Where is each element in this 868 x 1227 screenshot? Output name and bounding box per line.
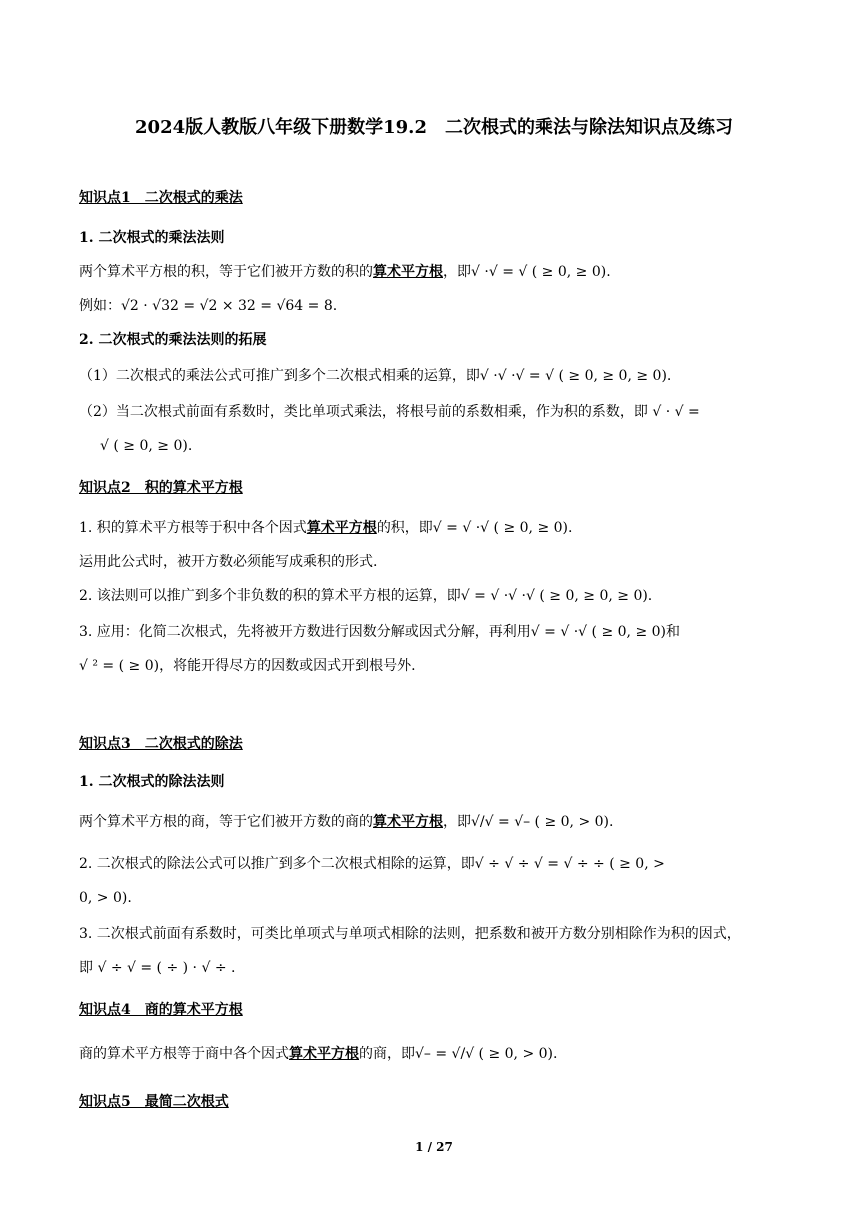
paragraph-extension-2-cont: √ ( ≥ 0, ≥ 0). <box>100 438 193 454</box>
subheading-division-rule: 1. 二次根式的除法法则 <box>79 774 225 790</box>
paragraph-product-extension: 2. 该法则可以推广到多个非负数的积的算术平方根的运算，即√ = √ ·√ ·√ ( ≥ 0, ≥ 0, ≥ 0). <box>79 588 653 604</box>
keyword-underlined: 算术平方根 <box>289 1046 359 1062</box>
subheading-multiplication-extension: 2. 二次根式的乘法法则的拓展 <box>79 332 267 348</box>
paragraph-division-extension: 2. 二次根式的除法公式可以推广到多个二次根式相除的运算，即√ ÷ √ ÷ √ = √ ÷ ÷ ( ≥ 0, > <box>79 856 665 872</box>
page-number: 1 / 27 <box>415 1140 453 1154</box>
example-line: 例如：√2 · √32 = √2 × 32 = √64 = 8. <box>79 298 338 314</box>
paragraph-quotient-root: 商的算术平方根等于商中各个因式算术平方根的商，即√– = √/√ ( ≥ 0, > 0). <box>79 1046 558 1062</box>
keyword-underlined: 算术平方根 <box>373 814 443 830</box>
paragraph-division-extension-cont: 0, > 0). <box>79 890 132 906</box>
paragraph-extension-1: （1）二次根式的乘法公式可推广到多个二次根式相乘的运算，即√ ·√ ·√ = √ ( ≥ 0, ≥ 0, ≥ 0). <box>79 368 672 384</box>
paragraph-division-coefficient-cont: 即 √ ÷ √ = ( ÷ ) · √ ÷ . <box>79 960 236 976</box>
paragraph-division-rule: 两个算术平方根的商，等于它们被开方数的商的算术平方根，即√/√ = √– ( ≥ 0, > 0). <box>79 814 614 830</box>
keyword-underlined: 算术平方根 <box>306 520 377 536</box>
section-heading-5: 知识点5 最简二次根式 <box>79 1094 229 1110</box>
page-title: 2024版人教版八年级下册数学19.2 二次根式的乘法与除法知识点及练习 <box>135 117 733 138</box>
subheading-multiplication-rule: 1. 二次根式的乘法法则 <box>79 230 225 246</box>
paragraph-product-root: 1. 积的算术平方根等于积中各个因式算术平方根的积，即√ = √ ·√ ( ≥ 0, ≥ 0). <box>79 520 573 536</box>
keyword-underlined: 算术平方根 <box>373 264 443 280</box>
paragraph-note: 运用此公式时，被开方数必须能写成乘积的形式. <box>79 554 378 570</box>
section-heading-2: 知识点2 积的算术平方根 <box>79 480 243 496</box>
paragraph-application-cont: √ ² = ( ≥ 0)，将能开得尽方的因数或因式开到根号外. <box>79 658 416 674</box>
paragraph-multiplication-rule: 两个算术平方根的积，等于它们被开方数的积的算术平方根，即√ ·√ = √ ( ≥ 0, ≥ 0). <box>79 264 611 280</box>
paragraph-division-coefficient: 3. 二次根式前面有系数时，可类比单项式与单项式相除的法则，把系数和被开方数分别相除作为积的因式， <box>79 926 741 942</box>
section-heading-3: 知识点3 二次根式的除法 <box>79 736 243 752</box>
paragraph-extension-2: （2）当二次根式前面有系数时，类比单项式乘法，将根号前的系数相乘，作为积的系数，即 √ · √ = <box>79 404 700 420</box>
section-heading-1: 知识点1 二次根式的乘法 <box>79 190 243 206</box>
section-heading-4: 知识点4 商的算术平方根 <box>79 1002 243 1018</box>
paragraph-application: 3. 应用：化简二次根式，先将被开方数进行因数分解或因式分解，再利用√ = √ ·√ ( ≥ 0, ≥ 0)和 <box>79 624 680 640</box>
